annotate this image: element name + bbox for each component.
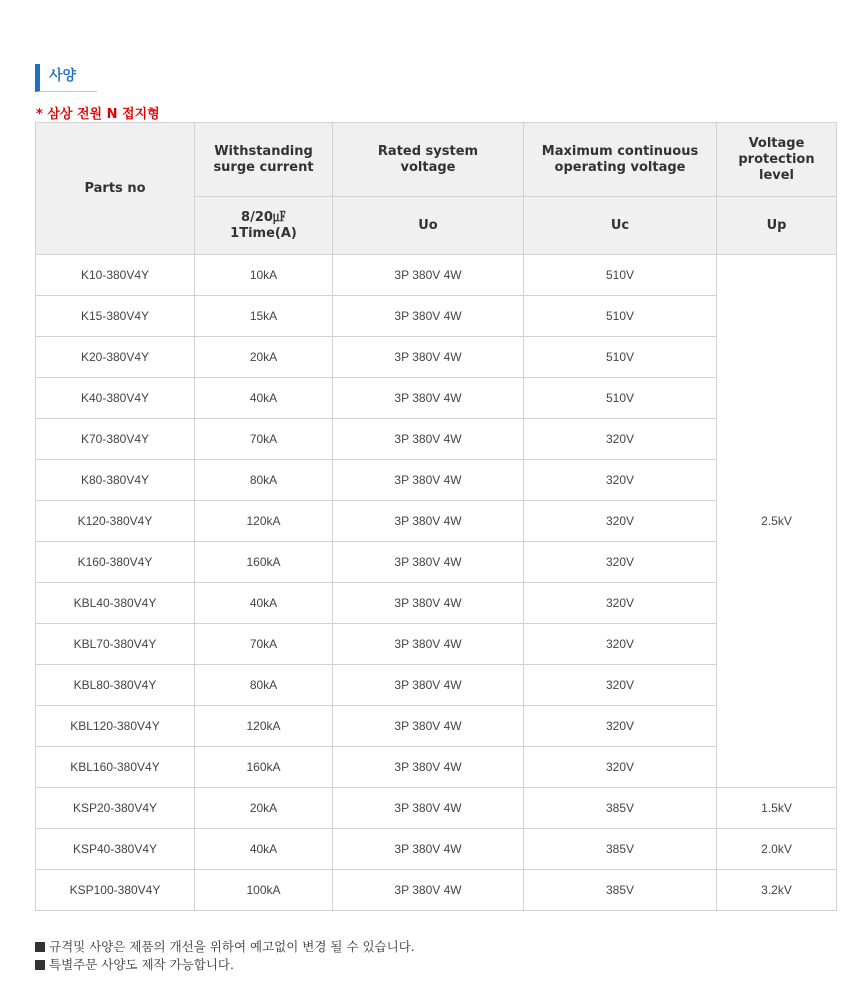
note-item bbox=[35, 938, 415, 956]
cell-system: 3P 380V 4W bbox=[333, 583, 524, 624]
header-protection: Voltage protection level bbox=[717, 123, 837, 197]
subtitle: * 삼상 전원 N 접지형 bbox=[36, 107, 160, 122]
table-row bbox=[36, 337, 837, 378]
cell-system: 3P 380V 4W bbox=[333, 419, 524, 460]
note-item bbox=[35, 956, 415, 974]
table-row bbox=[36, 665, 837, 706]
cell-part: K80-380V4Y bbox=[36, 460, 195, 501]
cell-system: 3P 380V 4W bbox=[333, 501, 524, 542]
cell-system: 3P 380V 4W bbox=[333, 255, 524, 296]
cell-surge: 100kA bbox=[195, 870, 333, 911]
cell-up: 2.0kV bbox=[717, 829, 837, 870]
cell-surge: 15kA bbox=[195, 296, 333, 337]
table-row bbox=[36, 583, 837, 624]
header-rated: Rated system voltage bbox=[333, 123, 524, 197]
cell-system: 3P 380V 4W bbox=[333, 624, 524, 665]
table-row bbox=[36, 788, 837, 829]
table-row bbox=[36, 829, 837, 870]
cell-uc: 385V bbox=[524, 788, 717, 829]
cell-uc: 320V bbox=[524, 542, 717, 583]
cell-surge: 40kA bbox=[195, 378, 333, 419]
cell-uc: 320V bbox=[524, 706, 717, 747]
header-withstanding: Withstanding surge current bbox=[195, 123, 333, 197]
cell-up: 3.2kV bbox=[717, 870, 837, 911]
table-row bbox=[36, 542, 837, 583]
cell-uc: 320V bbox=[524, 665, 717, 706]
cell-surge: 70kA bbox=[195, 624, 333, 665]
cell-system: 3P 380V 4W bbox=[333, 747, 524, 788]
cell-surge: 40kA bbox=[195, 829, 333, 870]
cell-system: 3P 380V 4W bbox=[333, 542, 524, 583]
cell-uc: 385V bbox=[524, 829, 717, 870]
cell-uc: 385V bbox=[524, 870, 717, 911]
cell-uc: 320V bbox=[524, 419, 717, 460]
header-parts-no: Parts no bbox=[36, 123, 195, 255]
cell-system: 3P 380V 4W bbox=[333, 870, 524, 911]
cell-uc: 510V bbox=[524, 296, 717, 337]
cell-part: K15-380V4Y bbox=[36, 296, 195, 337]
table-row bbox=[36, 501, 837, 542]
table-row bbox=[36, 378, 837, 419]
cell-system: 3P 380V 4W bbox=[333, 296, 524, 337]
subheader-rated: Uo bbox=[333, 197, 524, 255]
cell-part: KSP20-380V4Y bbox=[36, 788, 195, 829]
cell-system: 3P 380V 4W bbox=[333, 460, 524, 501]
note-text: 규격및 사양은 제품의 개선을 위하여 예고없이 변경 될 수 있습니다. bbox=[49, 939, 415, 954]
cell-uc: 510V bbox=[524, 255, 717, 296]
cell-surge: 80kA bbox=[195, 460, 333, 501]
cell-uc: 320V bbox=[524, 624, 717, 665]
cell-surge: 40kA bbox=[195, 583, 333, 624]
cell-system: 3P 380V 4W bbox=[333, 829, 524, 870]
square-bullet-icon bbox=[35, 942, 45, 952]
table-row bbox=[36, 296, 837, 337]
cell-surge: 20kA bbox=[195, 337, 333, 378]
cell-surge: 160kA bbox=[195, 542, 333, 583]
cell-part: K120-380V4Y bbox=[36, 501, 195, 542]
cell-surge: 120kA bbox=[195, 706, 333, 747]
cell-part: K160-380V4Y bbox=[36, 542, 195, 583]
cell-uc: 510V bbox=[524, 378, 717, 419]
notes bbox=[35, 938, 415, 974]
header-maximum: Maximum continuous operating voltage bbox=[524, 123, 717, 197]
cell-uc: 320V bbox=[524, 460, 717, 501]
cell-uc: 510V bbox=[524, 337, 717, 378]
cell-surge: 20kA bbox=[195, 788, 333, 829]
cell-part: K70-380V4Y bbox=[36, 419, 195, 460]
spec-table bbox=[35, 122, 837, 911]
cell-surge: 10kA bbox=[195, 255, 333, 296]
table-row bbox=[36, 747, 837, 788]
cell-uc: 320V bbox=[524, 747, 717, 788]
cell-surge: 80kA bbox=[195, 665, 333, 706]
cell-part: KSP40-380V4Y bbox=[36, 829, 195, 870]
cell-surge: 120kA bbox=[195, 501, 333, 542]
cell-part: K10-380V4Y bbox=[36, 255, 195, 296]
cell-up: 2.5kV bbox=[717, 255, 837, 788]
cell-part: KBL120-380V4Y bbox=[36, 706, 195, 747]
cell-part: K40-380V4Y bbox=[36, 378, 195, 419]
cell-part: KBL70-380V4Y bbox=[36, 624, 195, 665]
table-row bbox=[36, 870, 837, 911]
table-row bbox=[36, 706, 837, 747]
cell-uc: 320V bbox=[524, 501, 717, 542]
cell-system: 3P 380V 4W bbox=[333, 706, 524, 747]
table-row bbox=[36, 460, 837, 501]
cell-surge: 160kA bbox=[195, 747, 333, 788]
section-title: 사양 bbox=[35, 64, 97, 92]
cell-up: 1.5kV bbox=[717, 788, 837, 829]
table-row bbox=[36, 255, 837, 296]
cell-part: KSP100-380V4Y bbox=[36, 870, 195, 911]
cell-part: KBL40-380V4Y bbox=[36, 583, 195, 624]
square-bullet-icon bbox=[35, 960, 45, 970]
table-row bbox=[36, 624, 837, 665]
cell-part: KBL80-380V4Y bbox=[36, 665, 195, 706]
note-text: 특별주문 사양도 제작 가능합니다. bbox=[49, 957, 234, 972]
cell-surge: 70kA bbox=[195, 419, 333, 460]
subheader-withstanding: 8/20㎌ 1Time(A) bbox=[195, 197, 333, 255]
subheader-protection: Up bbox=[717, 197, 837, 255]
cell-uc: 320V bbox=[524, 583, 717, 624]
table-row bbox=[36, 419, 837, 460]
cell-system: 3P 380V 4W bbox=[333, 378, 524, 419]
cell-system: 3P 380V 4W bbox=[333, 337, 524, 378]
cell-system: 3P 380V 4W bbox=[333, 665, 524, 706]
cell-part: KBL160-380V4Y bbox=[36, 747, 195, 788]
subheader-maximum: Uc bbox=[524, 197, 717, 255]
cell-part: K20-380V4Y bbox=[36, 337, 195, 378]
cell-system: 3P 380V 4W bbox=[333, 788, 524, 829]
